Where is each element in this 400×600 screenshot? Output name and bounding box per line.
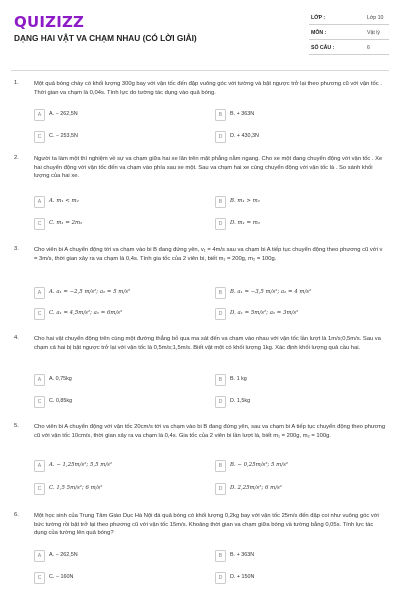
option-text: A. a₁ = −2,5 m/s²; a₂ = 5 m/s² — [49, 289, 131, 295]
option-letter-box[interactable]: B — [215, 196, 226, 208]
question-number: 6. — [14, 512, 19, 518]
meta-table — [309, 10, 389, 55]
option-text: A. 0,75kg — [49, 376, 72, 382]
option-letter-box[interactable]: A — [34, 374, 45, 386]
option-letter-box[interactable]: A — [34, 287, 45, 299]
option-text: B. 1 kg — [230, 376, 247, 382]
question-text: Cho viên bi A chuyển động tới va chạm vào bi B đang đứng yên, v₁ = 4m/s sau va chạm bi A tiếp tục chuyển động theo phương cũ với v = 3m/s, thời gian xảy ra va chạm là 0,4s. Tính gia tốc của 2 viên bi, biết m₁ = 200g, m₂ = 100g. — [34, 247, 383, 262]
option-text: D. 2,25m/s²; 6 m/s² — [230, 485, 282, 491]
option-letter-box[interactable]: B — [215, 374, 226, 386]
option-letter-box[interactable]: D — [215, 308, 226, 320]
option-text: C. 0,85kg — [49, 398, 73, 404]
meta-row-class — [309, 10, 389, 25]
meta-row-question-count — [309, 40, 389, 55]
option-letter-box[interactable]: B — [215, 109, 226, 121]
header-divider — [11, 70, 389, 71]
document-header — [0, 0, 400, 72]
option-text: A. − 262,5N — [49, 111, 78, 117]
option-letter-box[interactable]: B — [215, 460, 226, 472]
question-number: 4. — [14, 335, 19, 341]
option-letter-box[interactable]: C — [34, 131, 45, 143]
question-text: Cho viên bi A chuyển động với vận tốc 20cm/s tới va chạm vào bi B đang đứng yên, sau va chạm bi A tiếp tục chuyển động theo phương cũ với vận tốc 10cm/s, thời gian xảy ra va chạm là 0,4s. Gia tốc của 2 viên bi lần lượt là, biết m₁ = 200g, m₂ = 100g. — [34, 424, 386, 439]
option-letter-box[interactable]: C — [34, 572, 45, 584]
option-letter-box[interactable]: C — [34, 308, 45, 320]
question-text: Cho hai vật chuyển động trên cùng một đường thẳng bỏ qua ma sát đến va chạm vào nhau với vận tốc lần lượt là 1m/s;0,5m/s. Sau va chạm cả hai bị bật ngược trở lại với vận tốc là 0,5m/s;1,5m/s. Biết vật một có khối lượng 1kg. Xác định khối lượng quả cầu hai. — [34, 336, 381, 351]
meta-label: MÔN : — [311, 30, 327, 36]
option-text: B. − 0,25m/s²; 5 m/s² — [230, 462, 289, 468]
question-text: Một quả bóng chày có khối lượng 300g bay với vận tốc đến đập vuông góc với tường và bật ngược trở lại theo phương cũ với vận tốc . Thời gian va chạm là 0,04s. Tính lực do tường tác dụng vào quả bóng. — [34, 81, 382, 96]
option-text: D. m₁ = m₂ — [230, 220, 261, 226]
option-letter-box[interactable]: D — [215, 396, 226, 408]
question-number: 5. — [14, 423, 19, 429]
option-letter-box[interactable]: C — [34, 483, 45, 495]
question-text: Một học sinh của Trung Tâm Giáo Dục Hà Nội đá quả bóng có khối lượng 0,2kg bay với vận tốc 25m/s đến đập coi như vuông góc với bức tường rồi bật trở lại theo phương cũ với vận tốc 15m/s. Khoảng thời gian va chạm giữa bóng và tường bằng 0,05s. Tính lực tác dụng của tường lên quả bóng? — [34, 513, 379, 537]
option-text: B. a₁ = −3,5 m/s²; a₂ = 4 m/s² — [230, 289, 312, 295]
document-title: DẠNG HAI VẬT VA CHẠM NHAU (CÓ LỜI GIẢI) — [14, 33, 197, 43]
option-letter-box[interactable]: D — [215, 483, 226, 495]
option-letter-box[interactable]: D — [215, 572, 226, 584]
option-text: D. + 150N — [230, 574, 255, 580]
option-letter-box[interactable]: B — [215, 287, 226, 299]
option-letter-box[interactable]: C — [34, 396, 45, 408]
option-text: B. m₁ > m₂ — [230, 198, 260, 204]
option-text: C. − 160N — [49, 574, 74, 580]
option-text: D. + 430,3N — [230, 133, 259, 139]
option-letter-box[interactable]: D — [215, 131, 226, 143]
option-text: A. − 262,5N — [49, 552, 78, 558]
option-letter-box[interactable]: D — [215, 218, 226, 230]
option-text: A. − 1,25m/s²; 5,5 m/s² — [49, 462, 113, 468]
option-letter-box[interactable]: A — [34, 109, 45, 121]
meta-value: 6 — [367, 45, 370, 51]
option-text: C. a₁ = 4,5m/s²; a₂ = 6m/s² — [49, 310, 123, 316]
meta-row-subject — [309, 25, 389, 40]
question-number: 3. — [14, 246, 19, 252]
option-text: D. 1,5kg — [230, 398, 251, 404]
option-text: C. 1,5 5m/s²; 6 m/s² — [49, 485, 103, 491]
meta-value: Vật lý — [367, 30, 380, 36]
option-text: C. m₁ = 2m₂ — [49, 220, 83, 226]
option-text: A. m₁ < m₂ — [49, 198, 79, 204]
option-letter-box[interactable]: B — [215, 550, 226, 562]
quizizz-logo: QUIZIZZ — [14, 13, 85, 31]
question-text: Người ta làm một thí nghiệm về sự va chạm giữa hai xe lăn trên mặt phẳng nằm ngang. Cho xe một đang chuyển động với vận tốc . Xe hai chuyển động với vận tốc đến va chạm vào phía sau xe một. Sau va chạm hai xe cùng chuyển động với vận tốc là . So sánh khối lượng của hai xe. — [34, 156, 383, 180]
option-letter-box[interactable]: A — [34, 460, 45, 472]
meta-label: LỚP : — [311, 15, 326, 21]
option-text: C. − 253,5N — [49, 133, 78, 139]
question-number: 2. — [14, 155, 19, 161]
option-text: B. + 363N — [230, 552, 255, 558]
option-text: B. + 363N — [230, 111, 255, 117]
meta-value: Lớp 10 — [367, 15, 384, 21]
option-letter-box[interactable]: C — [34, 218, 45, 230]
option-letter-box[interactable]: A — [34, 196, 45, 208]
option-letter-box[interactable]: A — [34, 550, 45, 562]
meta-label: SỐ CÂU : — [311, 45, 335, 51]
option-text: D. a₁ = 5m/s²; a₂ = 3m/s² — [230, 310, 299, 316]
question-number: 1. — [14, 80, 19, 86]
